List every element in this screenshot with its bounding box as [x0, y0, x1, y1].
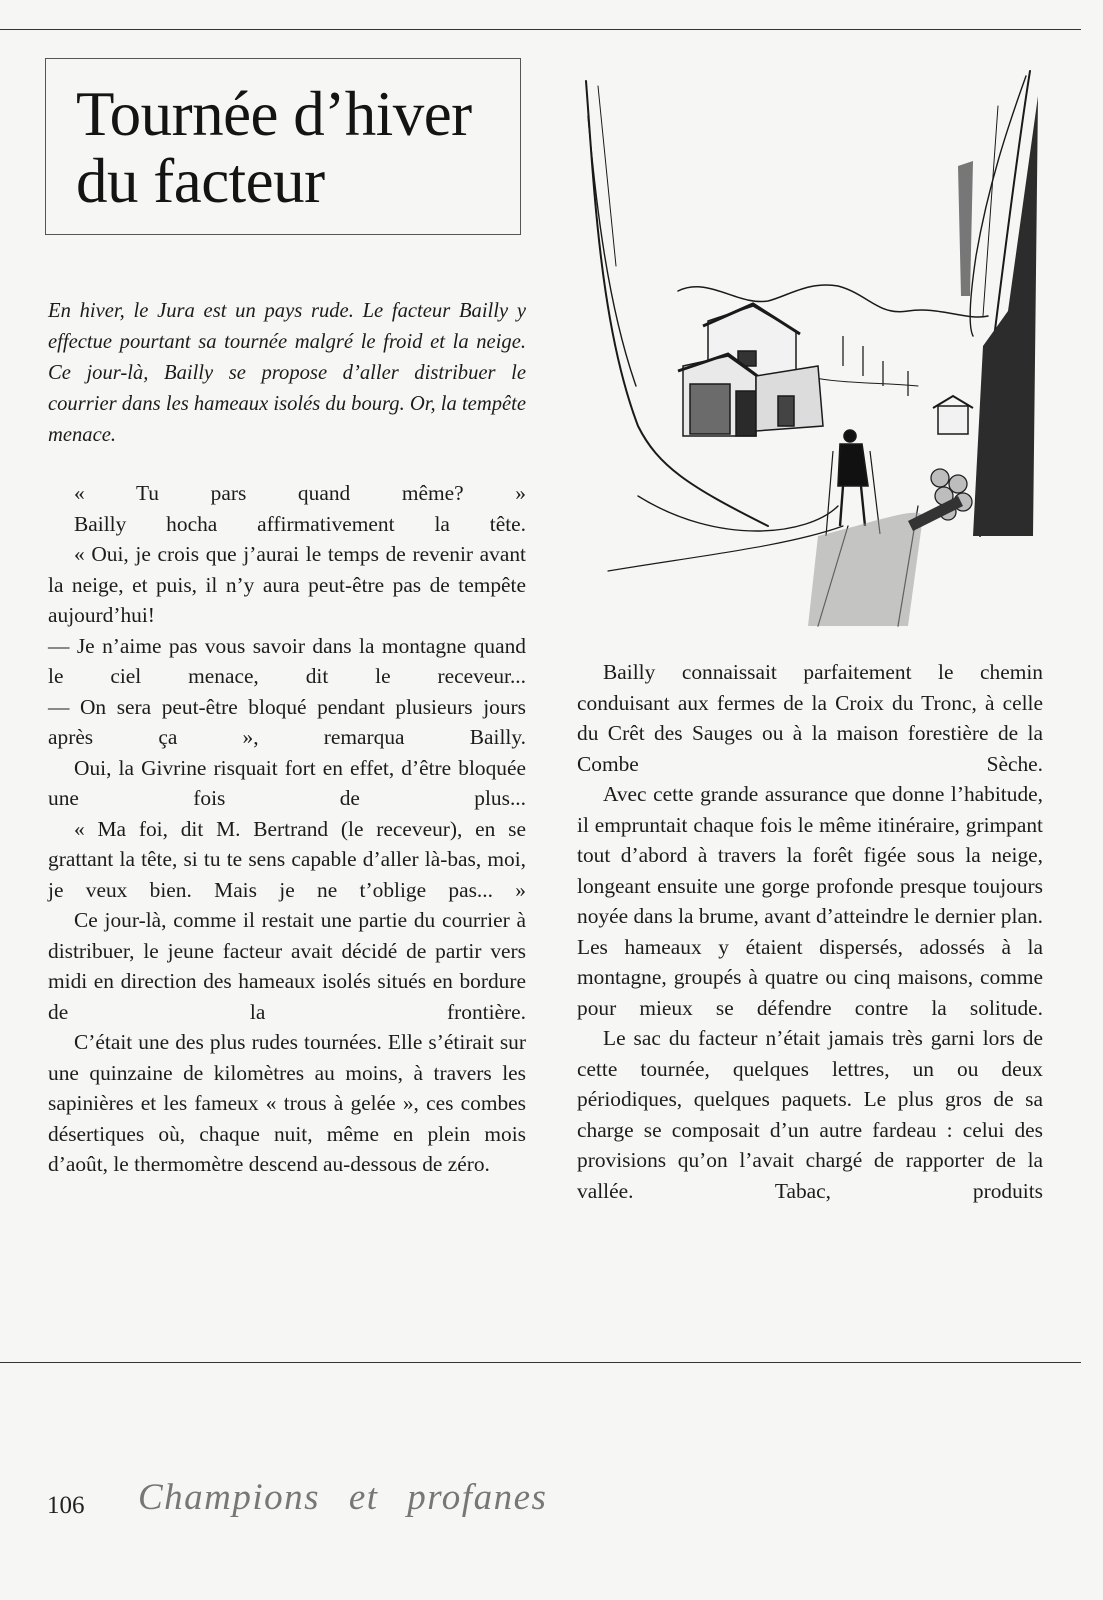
paragraph: Bailly hocha affirmativement la tête. [74, 511, 526, 536]
book-title: Champions et profanes [138, 1477, 548, 1518]
paragraph: Avec cette grande assurance que donne l’habitude, il empruntait chaque fois le même itinéraire, grimpant tout d’abord à travers la forêt figée sous la neige, longeant ensuite une gorge profonde presque toujours noyée dans la brume, avant d’atteindre le dernier plan. Les hameaux y étaient dispersés, adossés à la montagne, groupés à quatre ou cinq maisons, comme pour mieux se défendre contre la solitude. [577, 782, 1043, 1020]
paragraph: « Tu pars quand même? » [74, 481, 526, 505]
paragraph: Le sac du facteur n’était jamais très garni lors de cette tournée, quelques lettres, un ou deux périodiques, quelques paquets. Le plus gros de sa charge se composait d’un autre fardeau : celui des provisions qu’on l’avait chargé de rapporter de la vallée. Tabac, produits [577, 1026, 1043, 1203]
title-box [45, 58, 521, 235]
paragraph: — On sera peut-être bloqué pendant plusieurs jours après ça », remarqua Bailly. [48, 694, 526, 749]
intro-paragraph: En hiver, le Jura est un pays rude. Le facteur Bailly y effectue pourtant sa tournée malgré le froid et la neige. Ce jour-là, Bailly se propose d’aller distribuer le courrier dans les hameaux isolés du bourg. Or, la tempête menace. [48, 300, 526, 446]
paragraph: — Je n’aime pas vous savoir dans la montagne quand le ciel menace, dit le receveur... [48, 633, 526, 688]
page-title-line-1: Tournée d’hiver [76, 79, 472, 149]
paragraph: Oui, la Givrine risquait fort en effet, d’être bloquée une fois de plus... [48, 755, 526, 810]
page-number: 106 [47, 1492, 85, 1519]
paragraph: C’était une des plus rudes tournées. Elle s’étirait sur une quinzaine de kilomètres au moins, à travers les sapinières et les fameux « trous à gelée », ces combes désertiques où, chaque nuit, même en plein mois d’août, le thermomètre descend au-dessous de zéro. [48, 1030, 526, 1176]
left-column [48, 478, 526, 1180]
right-column [577, 657, 1043, 1206]
paragraph: Ce jour-là, comme il restait une partie du courrier à distribuer, le jeune facteur avait décidé de partir vers midi en direction des hameaux isolés situés en bordure de la frontière. [48, 908, 526, 1024]
winter-village-illustration [578, 66, 1048, 651]
page-title-line-2: du facteur [76, 146, 325, 216]
top-rule [0, 29, 1081, 30]
bottom-rule [0, 1362, 1081, 1363]
paragraph: « Oui, je crois que j’aurai le temps de revenir avant la neige, et puis, il n’y aura peut-être pas de tempête aujourd’hui! [48, 542, 526, 627]
paragraph: Bailly connaissait parfaitement le chemin conduisant aux fermes de la Croix du Tronc, à celle du Crêt des Sauges ou à la maison forestière de la Combe Sèche. [577, 660, 1043, 776]
paragraph: « Ma foi, dit M. Bertrand (le receveur), en se grattant la tête, si tu te sens capable d’aller là-bas, moi, je veux bien. Mais je ne t’oblige pas... » [48, 816, 526, 902]
